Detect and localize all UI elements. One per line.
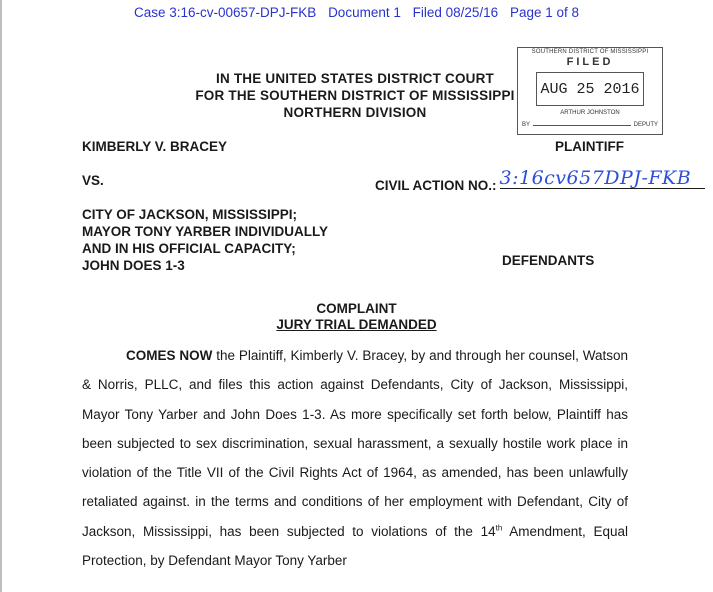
stamp-by-row — [522, 122, 658, 128]
page-edge — [0, 0, 2, 592]
document-number: Document 1 — [328, 5, 401, 20]
court-line-2: FOR THE SOUTHERN DISTRICT OF MISSISSIPPI — [195, 88, 515, 103]
defendant-line: CITY OF JACKSON, MISSISSIPPI; — [82, 207, 298, 222]
filed-date: Filed 08/25/16 — [412, 5, 499, 20]
stamp-deputy: DEPUTY — [633, 122, 658, 128]
page-indicator: Page 1 of 8 — [509, 5, 580, 20]
defendant-line: MAYOR TONY YARBER INDIVIDUALLY — [82, 224, 329, 239]
versus: VS. — [82, 173, 104, 188]
jury-demand: JURY TRIAL DEMANDED — [276, 317, 437, 332]
defendant-line: JOHN DOES 1-3 — [82, 258, 185, 273]
body-superscript: th — [495, 523, 503, 533]
court-line-1: IN THE UNITED STATES DISTRICT COURT — [216, 71, 494, 86]
complaint-body — [82, 341, 628, 575]
defendants-list — [82, 206, 328, 274]
case-number: Case 3:16-cv-00657-DPJ-FKB — [133, 5, 317, 20]
civil-action-label: CIVIL ACTION NO.: — [375, 178, 497, 193]
complaint-heading: COMPLAINT — [316, 301, 397, 316]
civil-action — [375, 167, 705, 193]
defendant-line: AND IN HIS OFFICIAL CAPACITY; — [82, 241, 296, 256]
court-heading — [150, 70, 560, 121]
body-lead: COMES NOW — [126, 348, 213, 363]
stamp-date-text: AUG 25 2016 — [540, 80, 640, 98]
plaintiff-role: PLAINTIFF — [555, 139, 624, 154]
stamp-clerk: ARTHUR JOHNSTON — [560, 110, 620, 116]
defendants-role: DEFENDANTS — [502, 253, 595, 268]
court-line-3: NORTHERN DIVISION — [283, 105, 427, 120]
complaint-title — [0, 301, 713, 333]
plaintiff-name: KIMBERLY V. BRACEY — [82, 139, 228, 154]
body-text-2: Amendment, Equal Protection, by Defendant Mayor Tony Yarber — [82, 523, 628, 569]
ecf-header — [0, 5, 713, 20]
stamp-district: SOUTHERN DISTRICT OF MISSISSIPPI — [531, 49, 649, 55]
civil-action-number: 3:16cv657DPJ-FKB — [500, 169, 705, 189]
stamp-signature-line — [533, 125, 631, 126]
stamp-filed-label: FILED — [566, 56, 614, 68]
stamp-by: BY — [522, 122, 531, 128]
body-text-1: the Plaintiff, Kimberly V. Bracey, by and through her counsel, Watson & Norris, PLLC, and files this action against Defendants, City of Jackson, Mississippi, Mayor Tony Yarber and John Does 1-3. As more specifically set forth below, Plaintiff has been subjected to sex discrimination, sexual harassment, a sexually hostile work place in violation of the Title VII of the Civil Rights Act of 1964, as amended, has been unlawfully retaliated against. in the terms and conditions of her employment with Defendant, City of Jackson, Mississippi, has been subjected to violations of the 14 — [82, 348, 628, 539]
